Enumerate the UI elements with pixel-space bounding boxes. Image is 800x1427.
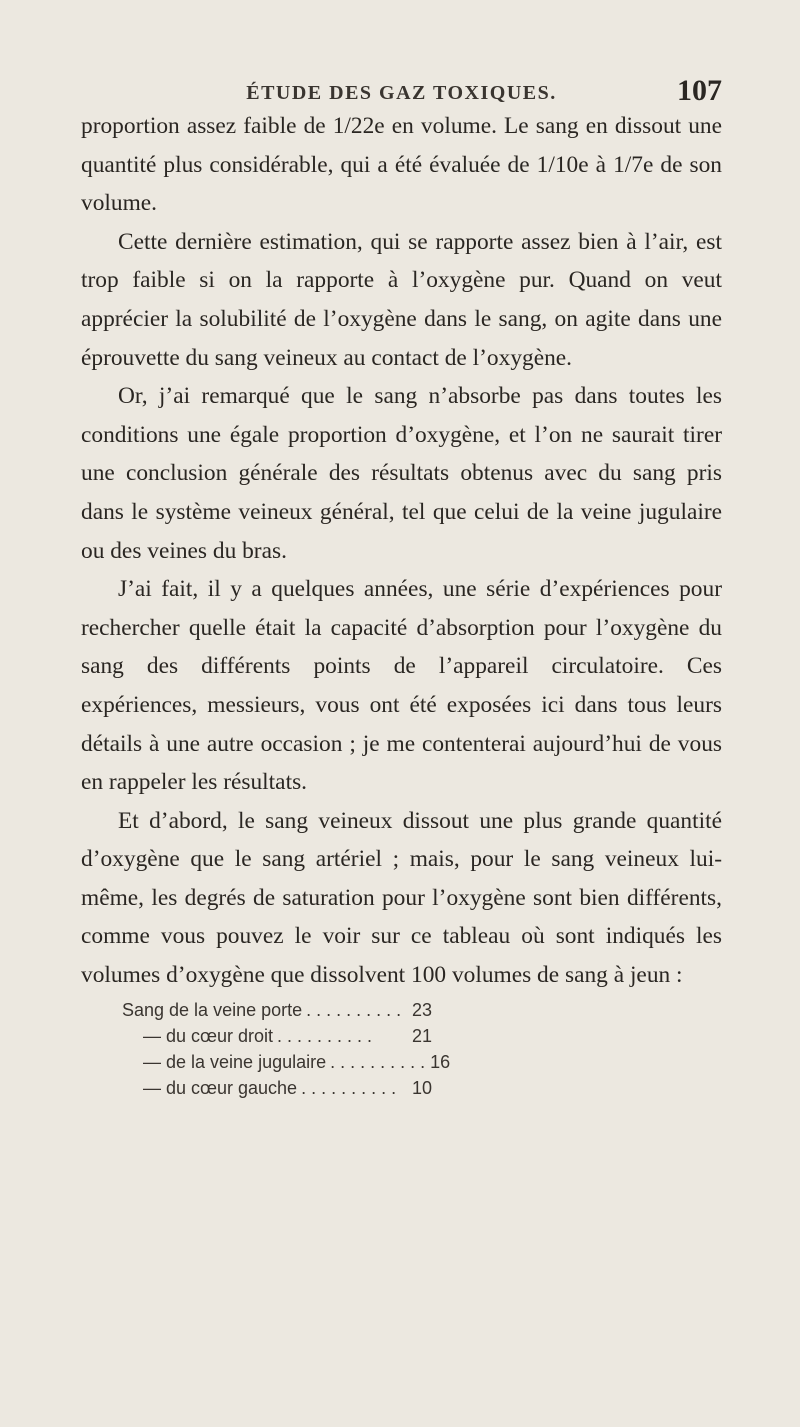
table-row: [122, 1023, 432, 1049]
running-head: [81, 0, 722, 107]
table-row: [122, 997, 432, 1023]
row-value: 10: [411, 1077, 432, 1098]
row-value: 23: [411, 999, 432, 1020]
row-value: 16: [430, 1051, 451, 1072]
dot-leader: ..........: [277, 1025, 378, 1046]
running-title: ÉTUDE DES GAZ TOXIQUES.: [246, 82, 557, 104]
paragraph-1: proportion assez faible de 1/22e en volume. Le sang en dissout une quantité plus considérable, qui a été évaluée de 1/10e à 1/7e de son volume.: [81, 113, 722, 217]
page-number: 107: [677, 74, 722, 107]
row-label: Sang de la veine porte: [122, 999, 303, 1020]
oxygen-volume-table: [122, 997, 722, 1101]
paragraph-2: Cette dernière estimation, qui se rapporte assez bien à l’air, est trop faible si on la rapporte à l’oxygène pur. Quand on veut apprécier la solubilité de l’oxygène dans le sang, on agite dans une éprouvette du sang veineux au contact de l’oxygène.: [81, 228, 722, 371]
dot-leader: ..........: [306, 999, 407, 1020]
row-label: — du cœur gauche: [143, 1077, 298, 1098]
dot-leader: ..........: [301, 1077, 402, 1098]
dot-leader: ..........: [330, 1051, 431, 1072]
table-row: [122, 1075, 432, 1101]
table-row: [122, 1049, 451, 1075]
paragraph-4: J’ai fait, il y a quelques années, une série d’expériences pour rechercher quelle était la capacité d’absorption pour l’oxygène du sang des différents points de l’appareil circulatoire. Ces expériences, messieurs, vous ont été exposées ici dans tous leurs détails à une autre occasion ; je me contenterai aujourd’hui de vous en rappeler les résultats.: [81, 576, 722, 796]
row-label: — de la veine jugulaire: [143, 1051, 327, 1072]
row-label: — du cœur droit: [143, 1025, 274, 1046]
row-value: 21: [411, 1025, 432, 1046]
paragraph-3: Or, j’ai remarqué que le sang n’absorbe pas dans toutes les conditions une égale proportion d’oxygène, et l’on ne saurait tirer une conclusion générale des résultats obtenus avec du sang pris dans le système veineux général, tel que celui de la veine jugulaire ou des veines du bras.: [81, 383, 722, 564]
paragraph-5: Et d’abord, le sang veineux dissout une plus grande quantité d’oxygène que le sang artériel ; mais, pour le sang veineux lui-même, les degrés de saturation pour l’oxygène sont bien différents, comme vous pouvez le voir sur ce tableau où sont indiqués les volumes d’oxygène que dissolvent 100 volumes de sang à jeun :: [81, 807, 722, 989]
body-text: [81, 107, 722, 995]
